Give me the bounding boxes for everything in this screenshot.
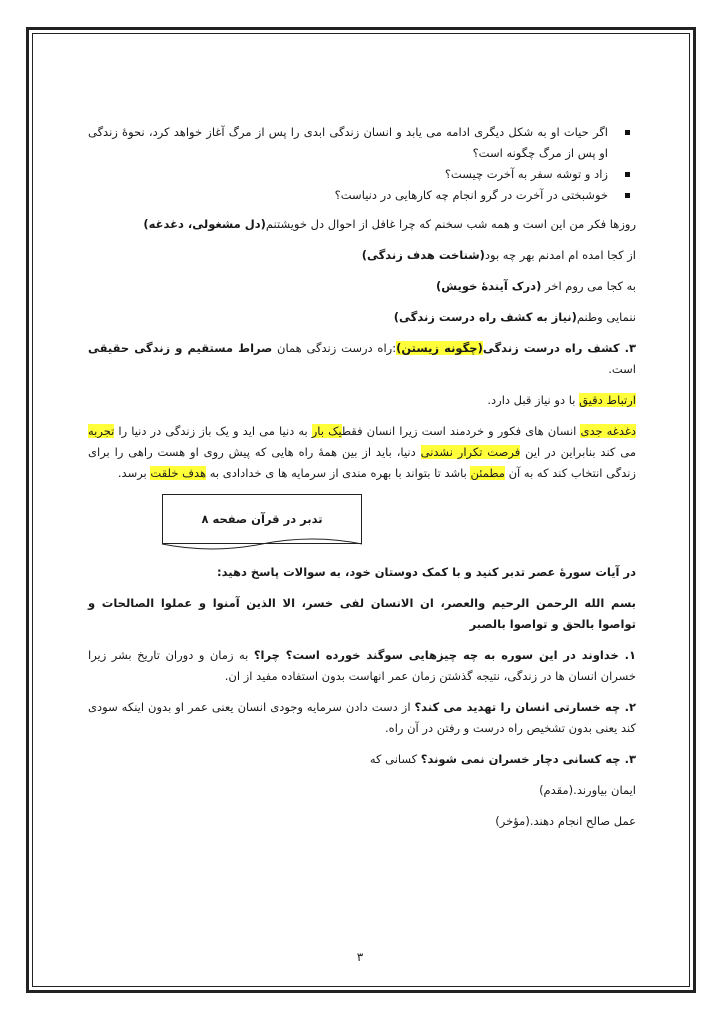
square-bullet-icon <box>625 172 630 177</box>
list-item: خوشبختی در آخرت در گرو انجام چه کارهایی در دنیاست؟ <box>88 185 634 206</box>
poem-line-2: از کجا امده ام امدنم بهر چه بود(شناخت هدف زندگی) <box>361 248 636 262</box>
concern-paragraph: دغدغه جدی انسان های فکور و خردمند است زیرا انسان فقطیک بار به دنیا می اید و یک باز زندگی در دنیا را تجربه می کند بنابراین در این فرصت تکرار نشدنی دنیا، باید از بین همهٔ راه هایی که پیش روی او هست راهی را برای زندگی انتخاب کند که به آن مطمئن باشد تا بتواند با بهره مندی از سرمایه ها ی خدادادی به هدف خلقت برسد. <box>88 424 637 480</box>
answer-1: ایمان بیاورند.(مقدم) <box>539 783 636 797</box>
bullet-list <box>88 122 636 206</box>
relation-paragraph: ارتباط دقیق با دو نیاز قبل دارد. <box>487 393 636 407</box>
section-heading-box <box>88 494 636 558</box>
wavy-edge-icon <box>162 538 362 554</box>
instruction-paragraph: در آیات سورهٔ عصر تدبر کنید و با کمک دوستان خود، به سوالات پاسخ دهید: <box>217 565 636 579</box>
surah-asr-text: بسم الله الرحمن الرحیم والعصر، ان الانسان لفی خسر، الا الذین آمنوا و عملوا الصالحات و تواصوا بالحق و تواصوا بالصبر <box>88 596 636 631</box>
square-bullet-icon <box>625 193 630 198</box>
question-3: ۳. چه کسانی دچار خسران نمی شوند؟ کسانی که <box>369 752 636 766</box>
quran-reflection-title: تدبر در قرآن صفحه ۸ <box>162 494 362 544</box>
poem-line-3: به کجا می روم اخر (درک آیندهٔ خویش) <box>436 279 636 293</box>
document-body <box>88 122 636 842</box>
question-1: ۱. خداوند در این سوره به چه چیزهایی سوگند خورده است؟ چرا؟ به زمان و دوران تاریخ بشر زیرا خسران انسان ها در زندگی، نتیجه گذشتن زمان عمر انهاست بدون استفاده مفید از ان. <box>88 648 636 683</box>
poem-line-4: ننمایی وطنم(نیاز به کشف راه درست زندگی) <box>393 310 636 324</box>
question-2: ۲. چه خسارتی انسان را تهدید می کند؟ از دست دادن سرمایه وجودی انسان یعنی عمر او بدون اینکه سودی کند یعنی بدون تشخیص راه درست و رفتن در آن راه. <box>88 700 636 735</box>
answer-2: عمل صالح انجام دهند.(مؤخر) <box>495 814 636 828</box>
page-number: ۳ <box>356 950 364 964</box>
list-item: زاد و توشه سفر به آخرت چیست؟ <box>88 164 634 185</box>
section-3-paragraph: ۳. کشف راه درست زندگی(چگونه زیستن):راه درست زندگی همان صراط مستقیم و زندگی حقیقی است. <box>88 341 637 376</box>
square-bullet-icon <box>625 130 630 135</box>
list-item: اگر حیات او به شکل دیگری ادامه می یابد و انسان زندگی ابدی را پس از مرگ آغاز خواهد کرد، نحوهٔ زندگی او پس از مرگ چگونه است؟ <box>88 122 634 164</box>
poem-line-1: روزها فکر من این است و همه شب سخنم که چرا غافل از احوال دل خویشتنم(دل مشغولی، دغدغه) <box>143 217 636 231</box>
